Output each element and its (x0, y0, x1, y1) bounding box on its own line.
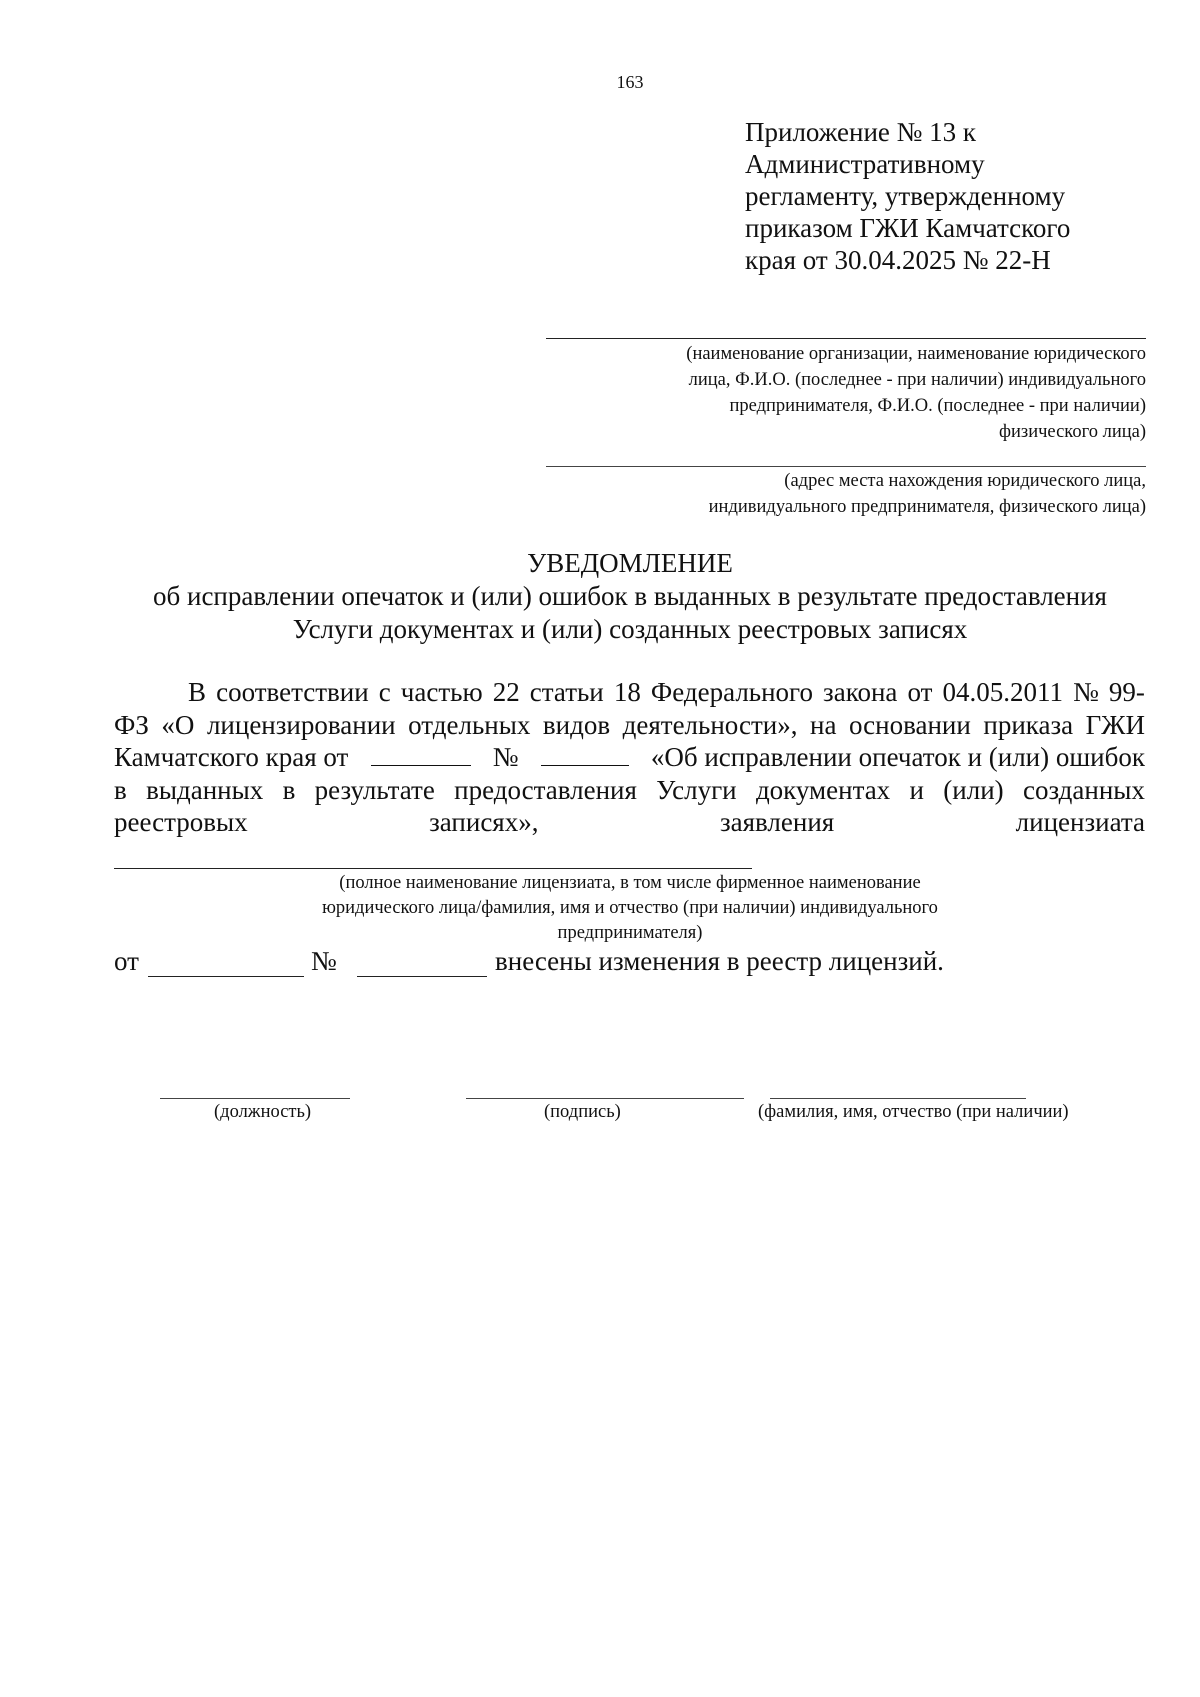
body-word: Услуги (656, 774, 737, 805)
closing-number-sign: № (311, 946, 337, 976)
recipient-name-line (546, 338, 1146, 339)
body-word: статьи (529, 677, 604, 707)
body-word: 18 (613, 677, 641, 707)
appendix-line: Административному (745, 149, 985, 179)
licensee-caption (180, 871, 1080, 946)
body-word: отдельных (408, 709, 531, 740)
body-word: основании (848, 709, 971, 740)
closing-text: внесены изменения в реестр лицензий. (495, 946, 944, 976)
body-word: видов (542, 709, 611, 740)
appendix-line: приказом ГЖИ Камчатского (745, 213, 1071, 243)
body-word: № (1073, 677, 1099, 707)
body-word: соответствии (216, 677, 369, 707)
body-word: ГЖИ (1085, 709, 1145, 740)
body-word: записях», (429, 807, 539, 837)
closing-date-blank[interactable] (148, 976, 304, 977)
body-word: выданных (146, 774, 264, 805)
caption-line: физического лица) (999, 422, 1146, 442)
body-word: и (909, 774, 924, 805)
notice-body (114, 676, 1145, 839)
body-word: в (114, 774, 127, 805)
body-word: результате (314, 774, 435, 805)
body-word: приказа (983, 709, 1074, 740)
full-name-line[interactable] (770, 1098, 1026, 1099)
body-word: В (188, 677, 207, 707)
subtitle-line: Услуги документах и (или) созданных реестровых записях (292, 614, 968, 644)
body-word: (или) (943, 774, 1004, 805)
appendix-line: регламенту, утвержденному (745, 181, 1066, 211)
closing-from: от (114, 946, 139, 976)
body-word: ФЗ (114, 709, 149, 740)
body-line-5 (114, 806, 1145, 839)
number-sign: № (492, 742, 519, 772)
address-caption (500, 468, 1146, 520)
signature-caption: (подпись) (544, 1102, 621, 1122)
order-date-blank[interactable] (371, 741, 471, 766)
body-word: лицензировании (206, 709, 396, 740)
closing-line (114, 946, 139, 977)
body-word: от (907, 677, 933, 707)
caption-line: лица, Ф.И.О. (последнее - при наличии) индивидуального (688, 370, 1146, 390)
body-word: «О (161, 709, 195, 740)
caption-line: предпринимателя, Ф.И.О. (последнее - при наличии) (729, 396, 1146, 416)
body-word: частью (400, 677, 483, 707)
body-word: 04.05.2011 (942, 677, 1063, 707)
appendix-note (745, 116, 1165, 276)
appendix-line: Приложение № 13 к (745, 117, 977, 147)
body-line-2 (114, 709, 1145, 742)
recipient-caption (500, 341, 1146, 445)
body-line-3 (114, 741, 1145, 774)
body-word: реестровых (114, 807, 248, 837)
body-word: 99- (1108, 677, 1145, 707)
body-word: на (810, 709, 837, 740)
caption-line: (наименование организации, наименование юридического (686, 344, 1146, 364)
body-word: закона (823, 677, 898, 707)
body-word: заявления (719, 807, 835, 837)
body-text: «Об исправлении опечаток и (или) ошибок (650, 742, 1145, 772)
body-word: с (378, 677, 391, 707)
body-word: деятельности», (622, 709, 798, 740)
body-word: документах (755, 774, 891, 805)
body-word: в (282, 774, 296, 805)
appendix-line: края от 30.04.2025 № 22-Н (745, 245, 1051, 275)
position-caption: (должность) (214, 1102, 312, 1122)
body-word: предоставления (454, 774, 637, 805)
caption-line: предпринимателя) (557, 923, 703, 943)
body-text: Камчатского края от (114, 742, 349, 772)
signature-line[interactable] (466, 1098, 744, 1099)
full-name-caption: (фамилия, имя, отчество (при наличии) (758, 1102, 1069, 1122)
caption-line: юридического лица/фамилия, имя и отчество (при наличии) индивидуального (322, 898, 938, 918)
page-number: 163 (616, 72, 644, 92)
body-line-1 (114, 676, 1145, 709)
body-line-4 (114, 774, 1145, 807)
body-word: лицензиата (1015, 807, 1145, 837)
document-title: УВЕДОМЛЕНИЕ (527, 548, 733, 578)
caption-line: (полное наименование лицензиата, в том числе фирменное наименование (339, 873, 921, 893)
address-line (546, 466, 1146, 467)
licensee-name-line (114, 868, 752, 869)
document-subtitle (0, 580, 1200, 646)
body-word: 22 (492, 677, 520, 707)
caption-line: индивидуального предпринимателя, физического лица) (708, 497, 1146, 517)
order-number-blank[interactable] (541, 741, 629, 766)
body-word: Федерального (650, 677, 813, 707)
subtitle-line: об исправлении опечаток и (или) ошибок в выданных в результате предоставления (153, 581, 1107, 611)
position-line[interactable] (160, 1098, 350, 1099)
closing-number-blank[interactable] (357, 976, 487, 977)
body-word: созданных (1022, 774, 1145, 805)
caption-line: (адрес места нахождения юридического лица, (784, 471, 1146, 491)
